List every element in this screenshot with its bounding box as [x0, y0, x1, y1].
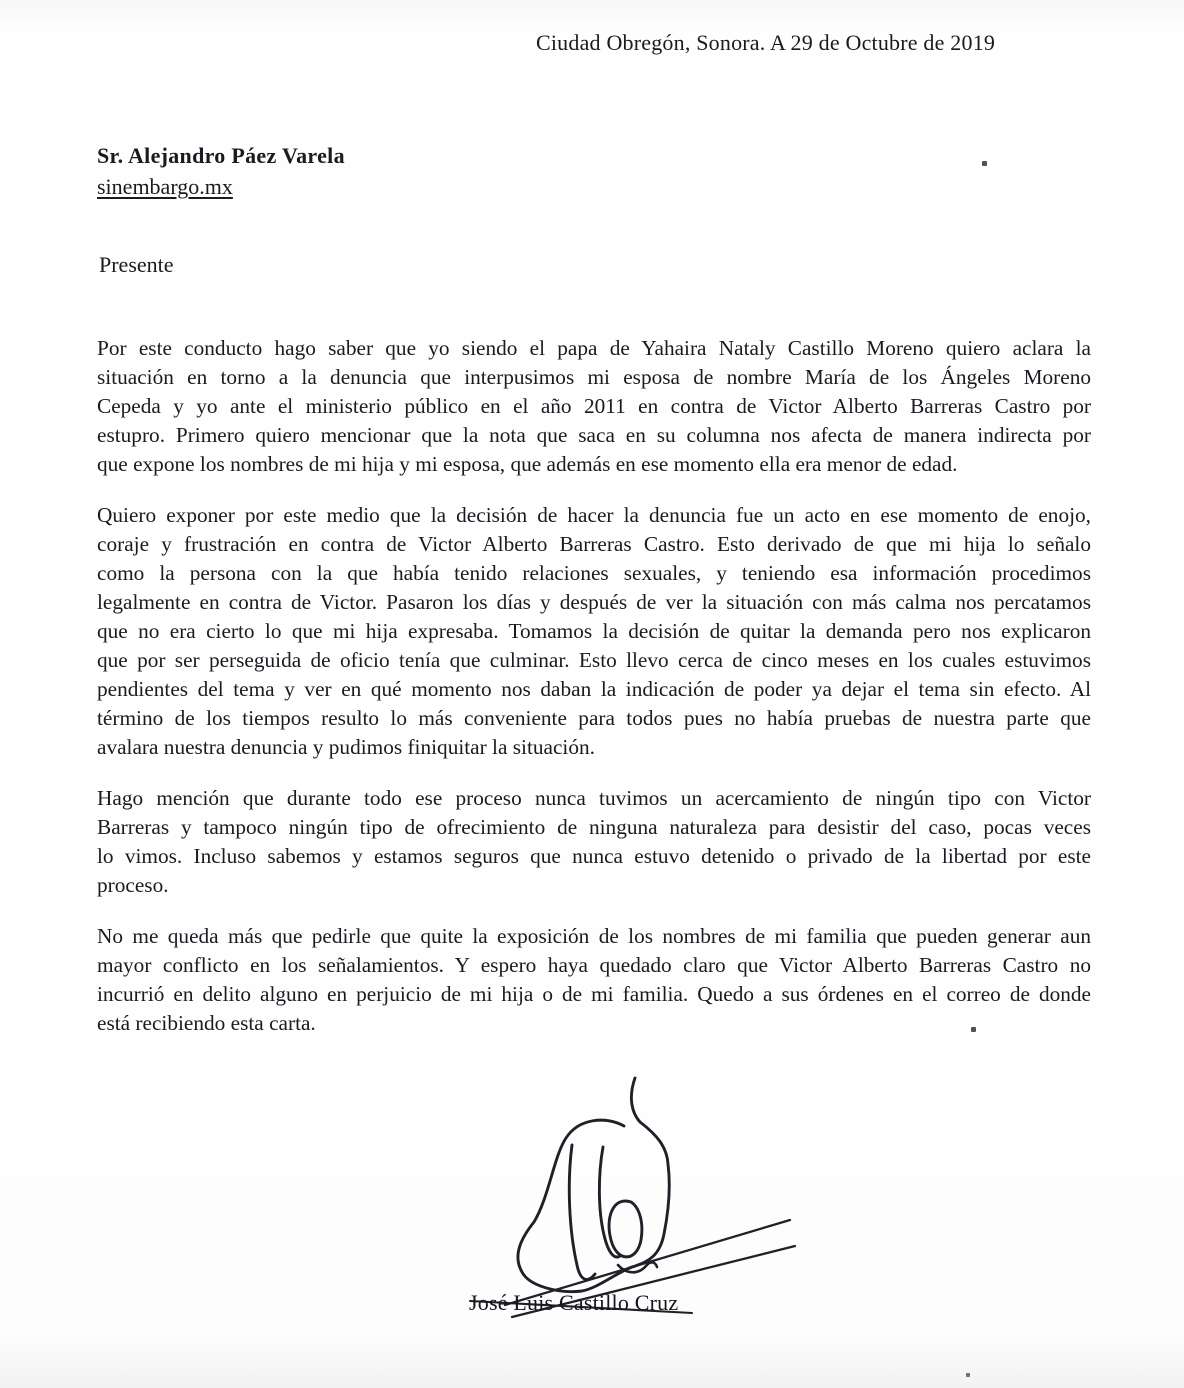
text-line: estupro. Primero quiero mencionar que la nota que saca en su columna nos afecta de manera indirecta por	[97, 423, 1091, 447]
recipient-name: Sr. Alejandro Páez Varela	[97, 143, 345, 168]
salutation: Presente	[99, 252, 174, 277]
signature-scrawl-icon	[460, 1058, 805, 1323]
scan-speck	[982, 161, 987, 166]
dateline: Ciudad Obregón, Sonora. A 29 de Octubre de 2019	[536, 30, 996, 55]
text-line: Por este conducto hago saber que yo siendo el papa de Yahaira Nataly Castillo Moreno quiero aclara la	[97, 336, 1091, 360]
text-line: incurrió en delito alguno en perjuicio de mi hija o de mi familia. Quedo a sus órdenes en el correo de donde	[97, 982, 1091, 1006]
scan-speck	[966, 1373, 970, 1377]
text-line: lo vimos. Incluso sabemos y estamos seguros que nunca estuvo detenido o privado de la libertad por este	[97, 844, 1091, 868]
signature-name: José Luis Castillo Cruz	[469, 1290, 679, 1315]
text-line: está recibiendo esta carta.	[97, 1011, 316, 1035]
text-line: legalmente en contra de Victor. Pasaron los días y después de ver la situación con más calma nos percatamos	[97, 590, 1091, 614]
text-line: Hago mención que durante todo ese proceso nunca tuvimos un acercamiento de ningún tipo con Victor	[97, 786, 1091, 810]
text-line: No me queda más que pedirle que quite la exposición de los nombres de mi familia que pueden generar aun	[97, 924, 1091, 948]
paragraph	[97, 922, 1091, 1038]
text-line: proceso.	[97, 873, 169, 897]
text-line: que por ser perseguida de oficio tenía que culminar. Esto llevo cerca de cinco meses en los cuales estuvimos	[97, 648, 1091, 672]
text-line: Quiero exponer por este medio que la decisión de hacer la denuncia fue un acto en ese momento de enojo,	[97, 503, 1091, 527]
text-line: coraje y frustración en contra de Victor Alberto Barreras Castro. Esto derivado de que mi hija lo señalo	[97, 532, 1091, 556]
letter-body	[97, 334, 1091, 1060]
text-line: Barreras y tampoco ningún tipo de ofrecimiento de ninguna naturaleza para desistir del caso, pocas veces	[97, 815, 1091, 839]
text-line: mayor conflicto en los señalamientos. Y espero haya quedado claro que Victor Alberto Barreras Castro no	[97, 953, 1091, 977]
text-line: Cepeda y yo ante el ministerio público en el año 2011 en contra de Victor Alberto Barreras Castro por	[97, 394, 1091, 418]
text-line: que no era cierto lo que mi hija expresaba. Tomamos la decisión de quitar la demanda pero nos explicaron	[97, 619, 1091, 643]
paragraph	[97, 334, 1091, 479]
text-line: como la persona con la que había tenido relaciones sexuales, y teniendo esa información procedimos	[97, 561, 1091, 585]
text-line: término de los tiempos resulto lo más conveniente para todos pues no había pruebas de nuestra parte que	[97, 706, 1091, 730]
recipient-org: sinembargo.mx	[97, 174, 233, 199]
text-line: que expone los nombres de mi hija y mi esposa, que además en ese momento ella era menor de edad.	[97, 452, 958, 476]
paragraph	[97, 501, 1091, 762]
text-line: situación en torno a la denuncia que interpusimos mi esposa de nombre María de los Ángeles Moreno	[97, 365, 1091, 389]
text-line: avalara nuestra denuncia y pudimos finiquitar la situación.	[97, 735, 595, 759]
paragraph	[97, 784, 1091, 900]
recipient-block	[97, 140, 345, 202]
text-line: pendientes del tema y ver en qué momento nos daban la indicación de poder ya dejar el tema sin efecto. Al	[97, 677, 1091, 701]
scan-speck	[971, 1027, 976, 1032]
